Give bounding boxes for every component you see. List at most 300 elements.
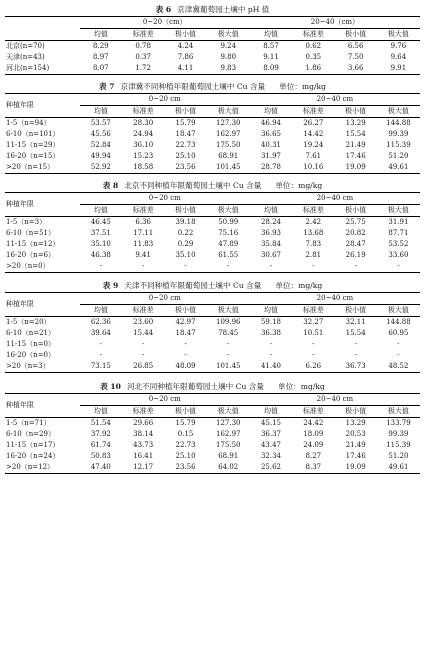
- table-cell: 9.11: [263, 53, 279, 61]
- table-cell: 6.56: [347, 42, 364, 50]
- depth-group-header: 20~40 cm: [250, 394, 420, 406]
- table-cell: 43.73: [133, 441, 154, 449]
- table-cell: 18.09: [303, 430, 324, 438]
- depth-group-header: 0~20 cm: [80, 94, 250, 106]
- column-header: 均值: [80, 406, 122, 418]
- column-header: 极小值: [334, 406, 376, 418]
- table-cell: 46.94: [260, 119, 282, 127]
- table-cell: 28.78: [250, 162, 292, 174]
- column-header: 标准差: [122, 106, 164, 118]
- depth-group-header: 20~40 cm: [250, 293, 420, 305]
- table-title: 北京不同种植年限葡萄园土壤中 Cu 含量: [124, 181, 262, 190]
- table-cell: 29.66: [133, 419, 154, 427]
- table-cell: 7.86: [177, 53, 194, 61]
- table-cell: -: [80, 261, 122, 273]
- table-cell: 16.41: [133, 452, 154, 460]
- table-cell: 49.61: [377, 162, 420, 174]
- table-cell: 17.11: [133, 229, 154, 237]
- table-cell: 99.39: [388, 130, 409, 138]
- table-row: [5, 217, 420, 229]
- table-cell: 75.16: [218, 229, 239, 237]
- table-row: [5, 328, 420, 339]
- table-row: [5, 418, 420, 430]
- table-cell: 87.71: [388, 229, 409, 237]
- column-header: 极大值: [207, 29, 250, 41]
- column-header: 极小值: [164, 106, 206, 118]
- table-cell: 9.91: [377, 63, 420, 75]
- depth-group-header: 0~20 cm: [80, 193, 250, 205]
- table-row: [5, 451, 420, 462]
- row-header: 种植年限: [5, 293, 80, 317]
- table-cell: 19.09: [334, 162, 376, 174]
- table-block-t10: [5, 373, 420, 474]
- table-cell: 109.96: [216, 318, 241, 326]
- table-cell: 23.56: [164, 462, 206, 474]
- column-header: 标准差: [292, 106, 334, 118]
- table-cell: 1.72: [122, 63, 164, 75]
- table-row: [5, 440, 420, 451]
- table-cell: 20.82: [345, 229, 366, 237]
- table-cell: 50.99: [218, 218, 239, 226]
- table-cell: 0.78: [135, 42, 151, 50]
- table-cell: 26.27: [303, 119, 324, 127]
- table-cell: 47.89: [218, 240, 239, 248]
- depth-group-header: 20~40（cm）: [250, 17, 420, 29]
- column-header: 极小值: [164, 205, 206, 217]
- row-header: 种植年限: [5, 94, 80, 118]
- column-header: 极大值: [377, 29, 420, 41]
- table-cell: 0.29: [177, 240, 194, 248]
- row-label: 11-15（n=0）: [6, 340, 56, 348]
- table-cell: 8.27: [305, 452, 322, 460]
- column-header: 极大值: [377, 106, 420, 118]
- table-cell: 14.42: [303, 130, 324, 138]
- table-cell: 17.46: [345, 152, 366, 160]
- table-cell: 4.24: [177, 42, 194, 50]
- table-cell: 15.44: [133, 329, 154, 337]
- table-caption: [5, 280, 420, 292]
- table-cell: 7.61: [305, 152, 322, 160]
- table-cell: 22.73: [175, 441, 196, 449]
- row-label: 16-20（n=6）: [6, 251, 56, 259]
- table-cell: 36.73: [334, 361, 376, 373]
- table-cell: 59.18: [260, 318, 282, 326]
- table-row: [5, 52, 420, 63]
- table-row: [5, 261, 420, 273]
- table-cell: 133.79: [386, 419, 411, 427]
- table-cell: -: [269, 351, 273, 359]
- table-cell: 13.29: [345, 119, 366, 127]
- table-cell: 26.19: [345, 251, 366, 259]
- table-unit: 单位：mg/kg: [279, 82, 327, 91]
- row-label: >20（n=0）: [5, 261, 80, 273]
- table-cell: 51.20: [388, 152, 409, 160]
- row-header: 种植年限: [5, 394, 80, 418]
- table-cell: -: [334, 261, 376, 273]
- row-label: 11-15（n=12）: [6, 240, 60, 248]
- table-cell: 49.94: [90, 152, 111, 160]
- table-number: 表 7: [98, 82, 115, 91]
- table-cell: 45.56: [90, 130, 111, 138]
- table-cell: 8.57: [263, 42, 279, 50]
- table-cell: 23.56: [164, 162, 206, 174]
- table-cell: 33.60: [388, 251, 409, 259]
- column-header: 标准差: [122, 29, 164, 41]
- table-cell: 22.73: [175, 141, 196, 149]
- row-label: 1-5（n=94）: [6, 119, 51, 127]
- table-block-t6: [5, 4, 420, 75]
- table-cell: 37.51: [90, 229, 111, 237]
- table-cell: 19.09: [334, 462, 376, 474]
- table-cell: 43.47: [260, 441, 282, 449]
- data-table: [5, 393, 420, 474]
- table-cell: 25.75: [345, 218, 366, 226]
- table-cell: 162.97: [216, 130, 241, 138]
- table-cell: -: [122, 261, 164, 273]
- table-cell: 8.37: [292, 462, 334, 474]
- column-header: 极小值: [164, 29, 206, 41]
- depth-group-header: 0~20（cm）: [80, 17, 250, 29]
- table-cell: 48.52: [377, 361, 420, 373]
- table-cell: 38.14: [133, 430, 154, 438]
- row-label: 16-20（n=15）: [6, 152, 60, 160]
- column-header: 均值: [250, 205, 292, 217]
- table-cell: 3.66: [334, 63, 376, 75]
- table-cell: 68.91: [218, 452, 239, 460]
- row-label: 1-5（n=71）: [6, 419, 51, 427]
- table-cell: -: [99, 351, 103, 359]
- table-row: [5, 129, 420, 140]
- table-caption: [5, 4, 420, 16]
- table-cell: 73.15: [80, 361, 122, 373]
- table-cell: 51.54: [90, 419, 111, 427]
- table-cell: 61.55: [218, 251, 239, 259]
- table-cell: 52.92: [80, 162, 122, 174]
- column-header: 均值: [250, 305, 292, 317]
- row-label: >20（n=15）: [5, 162, 80, 174]
- table-cell: 15.79: [175, 119, 196, 127]
- table-cell: 9.83: [207, 63, 250, 75]
- table-cell: 175.50: [216, 141, 241, 149]
- table-cell: 9.80: [220, 53, 237, 61]
- table-cell: 25.62: [250, 462, 292, 474]
- table-cell: 1.86: [292, 63, 334, 75]
- table-cell: -: [184, 340, 187, 348]
- column-header: 极小值: [334, 205, 376, 217]
- column-header: 均值: [80, 106, 122, 118]
- row-label: 6-10（n=21）: [6, 329, 56, 337]
- table-row: [5, 429, 420, 440]
- table-cell: -: [227, 351, 230, 359]
- table-cell: 42.97: [175, 318, 196, 326]
- table-cell: 26.85: [122, 361, 164, 373]
- column-header: 极大值: [377, 205, 420, 217]
- column-header: 均值: [250, 106, 292, 118]
- column-header: 标准差: [292, 406, 334, 418]
- table-block-t7: [5, 75, 420, 174]
- column-header: 均值: [80, 205, 122, 217]
- table-cell: 6.26: [292, 361, 334, 373]
- table-cell: 46.45: [90, 218, 111, 226]
- table-unit: 单位：mg/kg: [277, 382, 325, 391]
- table-cell: -: [250, 261, 292, 273]
- table-cell: 8.07: [80, 63, 122, 75]
- column-header: 极大值: [207, 406, 250, 418]
- table-cell: 7.83: [305, 240, 322, 248]
- column-header: 标准差: [122, 406, 164, 418]
- table-cell: 64.02: [207, 462, 250, 474]
- table-row: [5, 350, 420, 361]
- table-cell: 17.46: [345, 452, 366, 460]
- row-label: 天津(n=43): [6, 53, 45, 61]
- table-caption: [5, 81, 420, 93]
- table-cell: 36.37: [260, 430, 282, 438]
- table-cell: 36.38: [260, 329, 282, 337]
- table-cell: 0.22: [177, 229, 194, 237]
- column-header: 均值: [80, 305, 122, 317]
- table-cell: 2.42: [305, 218, 322, 226]
- table-cell: 36.65: [260, 130, 282, 138]
- depth-group-header: 0~20 cm: [80, 394, 250, 406]
- table-cell: 25.10: [175, 152, 196, 160]
- row-label: 16-20（n=0）: [6, 351, 56, 359]
- table-cell: 101.45: [207, 162, 250, 174]
- table-cell: 10.16: [292, 162, 334, 174]
- row-header: [5, 17, 80, 41]
- table-cell: 52.84: [90, 141, 111, 149]
- table-cell: 8.97: [93, 53, 109, 61]
- table-cell: -: [292, 261, 334, 273]
- table-cell: 32.27: [303, 318, 324, 326]
- table-cell: 9.41: [135, 251, 151, 259]
- table-cell: 25.10: [175, 452, 196, 460]
- column-header: 标准差: [122, 305, 164, 317]
- table-cell: -: [312, 340, 315, 348]
- table-cell: 10.51: [303, 329, 324, 337]
- column-header: 极大值: [207, 305, 250, 317]
- row-header: 种植年限: [5, 193, 80, 217]
- table-row: [5, 162, 420, 174]
- table-cell: 40.31: [260, 141, 282, 149]
- table-row: [5, 317, 420, 329]
- table-cell: -: [354, 351, 357, 359]
- table-row: [5, 361, 420, 373]
- table-cell: 18.47: [175, 329, 196, 337]
- column-header: 极小值: [164, 305, 206, 317]
- row-label: >20（n=3）: [5, 361, 80, 373]
- table-unit: 单位：mg/kg: [275, 281, 323, 290]
- column-header: 标准差: [122, 205, 164, 217]
- table-cell: 7.50: [347, 53, 364, 61]
- table-block-t9: [5, 273, 420, 373]
- table-cell: 13.29: [345, 419, 366, 427]
- table-cell: 144.88: [386, 119, 411, 127]
- data-table: [5, 292, 420, 373]
- table-cell: 12.17: [122, 462, 164, 474]
- table-cell: 39.64: [90, 329, 111, 337]
- table-cell: -: [312, 351, 315, 359]
- table-title: 京津冀葡萄园土壤中 pH 值: [177, 5, 270, 14]
- table-cell: 60.95: [388, 329, 409, 337]
- column-header: 均值: [80, 29, 122, 41]
- table-cell: -: [207, 261, 250, 273]
- table-row: [5, 228, 420, 239]
- row-label: 1-5（n=20）: [6, 318, 51, 326]
- table-cell: -: [377, 261, 420, 273]
- table-cell: -: [141, 340, 145, 348]
- table-cell: 0.35: [305, 53, 322, 61]
- table-cell: 19.24: [303, 141, 324, 149]
- table-cell: 15.23: [133, 152, 154, 160]
- column-header: 均值: [250, 406, 292, 418]
- table-cell: 9.76: [390, 42, 407, 50]
- table-row: [5, 41, 420, 53]
- table-cell: 45.15: [260, 419, 282, 427]
- table-cell: 48.09: [164, 361, 206, 373]
- table-cell: 18.58: [122, 162, 164, 174]
- table-cell: 53.52: [388, 240, 409, 248]
- table-cell: -: [99, 340, 103, 348]
- depth-group-header: 20~40 cm: [250, 94, 420, 106]
- table-cell: -: [141, 351, 145, 359]
- table-cell: 127.30: [216, 119, 241, 127]
- table-cell: 99.39: [388, 430, 409, 438]
- table-cell: 32.34: [260, 452, 282, 460]
- table-row: [5, 239, 420, 250]
- table-cell: 9.64: [390, 53, 407, 61]
- table-cell: -: [269, 340, 273, 348]
- table-cell: 0.62: [305, 42, 322, 50]
- table-title: 天津不同种植年限葡萄园土壤中 Cu 含量: [124, 281, 262, 290]
- table-cell: 21.49: [345, 441, 366, 449]
- depth-group-header: 0~20 cm: [80, 293, 250, 305]
- table-row: [5, 462, 420, 474]
- table-number: 表 6: [155, 5, 172, 14]
- table-cell: 115.39: [386, 141, 411, 149]
- table-number: 表 10: [100, 382, 121, 391]
- row-label: 北京(n=70): [6, 42, 45, 50]
- column-header: 极大值: [207, 106, 250, 118]
- table-cell: 78.45: [218, 329, 239, 337]
- table-number: 表 8: [102, 181, 119, 190]
- column-header: 极小值: [334, 106, 376, 118]
- table-cell: 162.97: [216, 430, 241, 438]
- table-cell: 30.67: [260, 251, 282, 259]
- table-cell: 9.24: [220, 42, 237, 50]
- table-cell: 20.53: [345, 430, 366, 438]
- table-cell: 4.11: [164, 63, 206, 75]
- table-cell: 0.37: [135, 53, 151, 61]
- table-cell: 31.97: [260, 152, 282, 160]
- column-header: 极小值: [164, 406, 206, 418]
- depth-group-header: 20~40 cm: [250, 193, 420, 205]
- column-header: 标准差: [292, 305, 334, 317]
- row-label: 11-15（n=29）: [6, 141, 60, 149]
- column-header: 极大值: [377, 406, 420, 418]
- table-cell: 101.45: [207, 361, 250, 373]
- table-cell: 61.74: [90, 441, 111, 449]
- table-cell: 8.29: [93, 42, 109, 50]
- column-header: 极大值: [377, 305, 420, 317]
- table-caption: [5, 180, 420, 192]
- table-cell: 68.91: [218, 152, 239, 160]
- column-header: 标准差: [292, 29, 334, 41]
- table-cell: 46.38: [90, 251, 111, 259]
- table-cell: 15.54: [345, 130, 366, 138]
- table-cell: 41.40: [250, 361, 292, 373]
- table-cell: 53.57: [90, 119, 111, 127]
- data-table: [5, 93, 420, 174]
- table-cell: 24.42: [303, 419, 324, 427]
- table-cell: 36.10: [133, 141, 154, 149]
- table-row: [5, 118, 420, 130]
- table-block-t8: [5, 174, 420, 273]
- table-caption: [5, 381, 420, 393]
- table-cell: 24.94: [133, 130, 154, 138]
- table-cell: 39.18: [175, 218, 196, 226]
- table-cell: 31.91: [388, 218, 409, 226]
- table-row: [5, 339, 420, 350]
- table-title: 河北不同种植年限葡萄园土壤中 Cu 含量: [126, 382, 264, 391]
- table-cell: 35.84: [260, 240, 282, 248]
- table-cell: 35.10: [175, 251, 196, 259]
- column-header: 标准差: [292, 205, 334, 217]
- column-header: 极小值: [334, 29, 376, 41]
- table-cell: -: [354, 340, 357, 348]
- table-cell: 24.09: [303, 441, 324, 449]
- table-unit: 单位：mg/kg: [275, 181, 323, 190]
- table-cell: 37.92: [90, 430, 111, 438]
- table-cell: 62.36: [90, 318, 111, 326]
- row-label: 6-10（n=101）: [6, 130, 60, 138]
- table-cell: 47.40: [80, 462, 122, 474]
- table-cell: 23.60: [133, 318, 154, 326]
- column-header: 极大值: [207, 205, 250, 217]
- table-cell: 51.20: [388, 452, 409, 460]
- row-label: 6-10（n=51）: [6, 229, 56, 237]
- table-cell: 15.79: [175, 419, 196, 427]
- row-label: 1-5（n=3）: [6, 218, 47, 226]
- table-cell: 0.15: [177, 430, 194, 438]
- row-label: 16-20（n=24）: [6, 452, 60, 460]
- row-label: 11-15（n=17）: [6, 441, 60, 449]
- table-cell: 49.61: [377, 462, 420, 474]
- column-header: 均值: [250, 29, 292, 41]
- table-cell: 18.47: [175, 130, 196, 138]
- table-row: [5, 250, 420, 261]
- row-label: 6-10（n=29）: [6, 430, 56, 438]
- table-cell: 15.54: [345, 329, 366, 337]
- table-cell: 127.30: [216, 419, 241, 427]
- table-row: [5, 140, 420, 151]
- table-cell: 28.24: [260, 218, 282, 226]
- table-cell: 32.11: [345, 318, 366, 326]
- table-cell: 8.09: [250, 63, 292, 75]
- table-cell: -: [227, 340, 230, 348]
- table-cell: 50.83: [90, 452, 111, 460]
- table-cell: 2.81: [305, 251, 322, 259]
- table-cell: 21.49: [345, 141, 366, 149]
- table-cell: 36.93: [260, 229, 282, 237]
- table-cell: -: [164, 261, 206, 273]
- row-label: 河北(n=154): [5, 63, 80, 75]
- table-cell: 28.47: [345, 240, 366, 248]
- table-row: [5, 63, 420, 75]
- row-label: >20（n=12）: [5, 462, 80, 474]
- table-cell: 115.39: [386, 441, 411, 449]
- table-cell: 175.50: [216, 441, 241, 449]
- table-title: 京津冀不同种植年限葡萄园土壤中 Cu 含量: [120, 82, 266, 91]
